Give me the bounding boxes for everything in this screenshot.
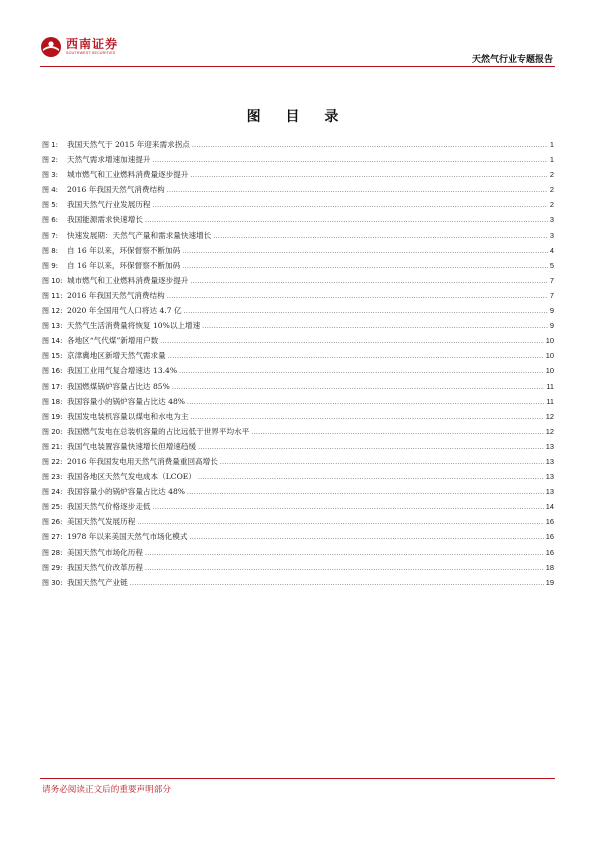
toc-entry-page: 2 [549,185,554,195]
toc-entry-page: 2 [549,170,554,180]
logo-chinese-name: 西南证券 [66,37,119,52]
toc-dot-leader [179,368,544,375]
toc-entry-page: 9 [549,306,554,316]
toc-entry-title: 我国天然气行业发展历程 [67,200,151,210]
toc-dot-leader [187,399,544,406]
toc-dot-leader [130,580,544,587]
toc-dot-leader [153,202,548,209]
toc-entry[interactable] [42,335,554,350]
toc-entry-number: 图 10: [42,276,63,285]
toc-dot-leader [187,489,544,496]
toc-entry-number: 图 30: [42,578,63,587]
toc-entry-number: 图 24: [42,488,63,497]
toc-entry-page: 10 [545,336,554,346]
toc-entry[interactable] [42,184,554,199]
logo-english-name: SOUTHWEST SECURITIES [66,51,116,56]
toc-entry-title: 2016 年我国发电用天然气消费量重回高增长 [67,456,218,466]
toc-entry[interactable] [42,139,554,154]
toc-entry-page: 7 [549,290,554,300]
toc-entry[interactable] [42,245,554,260]
toc-entry-title: 自 16 年以来，环保督察不断加码 [67,260,181,270]
toc-entry-number: 图 1: [42,141,59,149]
toc-entry[interactable] [42,411,554,426]
toc-entry[interactable] [42,260,554,275]
toc-entry-number: 图 2: [42,156,59,165]
toc-dot-leader [198,444,544,451]
toc-entry-page: 13 [545,456,554,466]
toc-entry-page: 1 [549,140,554,149]
toc-dot-leader [145,550,544,557]
toc-entry-number: 图 7: [42,231,59,240]
toc-entry-number: 图 3: [42,171,59,180]
toc-dot-leader [213,233,548,240]
toc-entry-page: 3 [549,215,554,225]
toc-dot-leader [153,157,548,164]
toc-entry-title: 城市燃气和工业燃料消费量逐步提升 [67,275,189,285]
toc-entry-number: 图 14: [42,337,63,346]
toc-entry-number: 图 20: [42,427,63,436]
toc-entry[interactable] [42,531,554,546]
toc-entry-number: 图 12: [42,307,63,316]
toc-entry[interactable] [42,456,554,471]
toc-entry[interactable] [42,381,554,396]
toc-entry[interactable] [42,275,554,290]
toc-entry-title: 我国容量小的锅炉容量占比达 48% [67,396,186,406]
toc-entry[interactable] [42,562,554,577]
toc-entry[interactable] [42,516,554,531]
toc-dot-leader [153,504,544,511]
toc-dot-leader [168,353,544,360]
toc-entry-page: 13 [545,472,554,482]
toc-entry-title: 1978 年以来美国天然气市场化模式 [67,532,188,542]
toc-entry[interactable] [42,290,554,305]
report-type: 天然气行业专题报告 [471,55,553,65]
toc-entry-title: 我国天然气于 2015 年迎来需求拐点 [67,140,190,149]
toc-entry-page: 12 [545,411,554,421]
toc-dot-leader [182,263,548,270]
toc-entry-number: 图 27: [42,533,63,542]
toc-entry-page: 16 [545,517,554,527]
toc-entry-number: 图 4: [42,186,59,195]
toc-entry-title: 天然气需求增速加速提升 [67,155,151,165]
toc-dot-leader [191,278,548,285]
toc-entry-number: 图 28: [42,548,63,557]
toc-dot-leader [192,142,548,149]
toc-entry-number: 图 11: [42,291,63,300]
toc-entry-title: 京津冀地区新增天然气需求量 [67,351,166,361]
toc-entry-page: 18 [545,562,554,572]
toc-entry-title: 2016 年我国天然气消费结构 [67,185,165,195]
page-header [0,0,595,72]
toc-entry[interactable] [42,577,554,592]
toc-entry-title: 我国发电装机容量以煤电和水电为主 [67,411,189,421]
toc-entry[interactable] [42,169,554,184]
toc-entry-page: 12 [545,426,554,436]
toc-title: 图 目 录 [246,109,349,125]
toc-entry-page: 4 [549,245,554,255]
toc-dot-leader [137,519,543,526]
toc-dot-leader [184,308,548,315]
toc-entry-page: 11 [546,381,554,391]
toc-entry[interactable] [42,547,554,562]
toc-entry-title: 我国燃煤锅炉容量占比达 85% [67,381,170,391]
toc-entry[interactable] [42,214,554,229]
toc-entry[interactable] [42,199,554,214]
toc-entry-title: 我国各地区天然气发电成本（LCOE） [67,472,196,482]
toc-dot-leader [191,414,544,421]
toc-entry-title: 我国工业用气复合增速达 13.4% [67,366,178,376]
toc-entry-title: 各地区“气代煤”新增用户数 [67,336,159,346]
toc-entry-title: 我国燃气发电在总装机容量的占比远低于世界平均水平 [67,426,250,436]
toc-dot-leader [251,429,544,436]
toc-entry-number: 图 29: [42,563,63,572]
company-logo [40,36,118,58]
toc-entry-page: 1 [549,155,554,165]
figure-list [42,139,554,592]
toc-entry[interactable] [42,230,554,245]
toc-dot-leader [160,338,543,345]
toc-entry-page: 16 [545,547,554,557]
toc-entry-title: 自 16 年以来，环保督察不断加码 [67,245,181,255]
toc-entry-number: 图 16: [42,367,63,376]
toc-entry-page: 13 [545,441,554,451]
toc-entry-title: 美国天然气发展历程 [67,517,136,527]
toc-entry-number: 图 13: [42,322,63,331]
toc-entry-title: 我国天然气价改革历程 [67,562,143,572]
toc-dot-leader [167,293,548,300]
toc-entry-title: 我国天然气产业链 [67,577,128,587]
toc-entry-title: 城市燃气和工业燃料消费量逐步提升 [67,170,189,180]
toc-entry-page: 3 [549,230,554,240]
toc-entry[interactable] [42,396,554,411]
toc-entry-page: 16 [545,532,554,542]
toc-entry[interactable] [42,350,554,365]
toc-entry[interactable] [42,486,554,501]
footer-divider [40,778,555,779]
toc-entry-title: 我国天然气价格逐步走低 [67,502,151,512]
toc-entry-page: 14 [545,502,554,512]
toc-entry-number: 图 21: [42,442,63,451]
toc-entry-title: 天然气生活消费量将恢复 10%以上增速 [67,321,201,331]
toc-dot-leader [220,459,544,466]
toc-entry-title: 2020 年全国用气人口将达 4.7 亿 [67,306,182,316]
sun-logo-icon [40,36,62,58]
toc-dot-leader [172,384,545,391]
toc-entry-page: 7 [549,275,554,285]
toc-entry[interactable] [42,471,554,486]
toc-entry-number: 图 6: [42,216,59,225]
toc-dot-leader [145,565,544,572]
toc-entry[interactable] [42,501,554,516]
toc-entry[interactable] [42,320,554,335]
toc-dot-leader [189,534,543,541]
toc-entry-page: 10 [545,351,554,361]
toc-entry-title: 快速发展期：天然气产量和需求量快速增长 [67,230,212,240]
toc-entry-page: 13 [545,487,554,497]
toc-entry-title: 2016 年我国天然气消费结构 [67,290,165,300]
toc-entry-number: 图 8: [42,246,59,255]
toc-dot-leader [167,187,548,194]
toc-entry[interactable] [42,154,554,169]
toc-entry[interactable] [42,365,554,380]
header-divider [40,66,555,67]
toc-entry-title: 我国能源需求快速增长 [67,215,143,225]
toc-entry-number: 图 22: [42,457,63,466]
footer-disclaimer: 请务必阅读正文后的重要声明部分 [42,785,171,795]
toc-entry-page: 11 [546,396,554,406]
toc-dot-leader [182,248,548,255]
toc-entry-page: 10 [545,366,554,376]
toc-entry-number: 图 18: [42,397,63,406]
toc-entry-page: 9 [549,321,554,331]
toc-entry-page: 5 [549,260,554,270]
toc-entry-title: 我国容量小的锅炉容量占比达 48% [67,487,186,497]
toc-entry[interactable] [42,305,554,320]
toc-entry-number: 图 23: [42,473,63,482]
toc-dot-leader [145,217,548,224]
toc-entry-number: 图 9: [42,261,59,270]
toc-entry-page: 19 [545,577,554,587]
toc-entry-number: 图 25: [42,503,63,512]
toc-entry-title: 美国天然气市场化历程 [67,547,143,557]
toc-entry-number: 图 26: [42,518,63,527]
toc-entry-title: 我国气电装置容量快速增长但增速趋缓 [67,441,197,451]
toc-dot-leader [198,474,544,481]
toc-entry-number: 图 19: [42,412,63,421]
toc-entry-number: 图 17: [42,382,63,391]
logo-text [66,38,118,56]
toc-entry-number: 图 5: [42,201,59,210]
toc-dot-leader [202,323,548,330]
toc-dot-leader [191,172,548,179]
toc-entry[interactable] [42,441,554,456]
toc-entry[interactable] [42,426,554,441]
toc-entry-page: 2 [549,200,554,210]
toc-entry-number: 图 15: [42,352,63,361]
